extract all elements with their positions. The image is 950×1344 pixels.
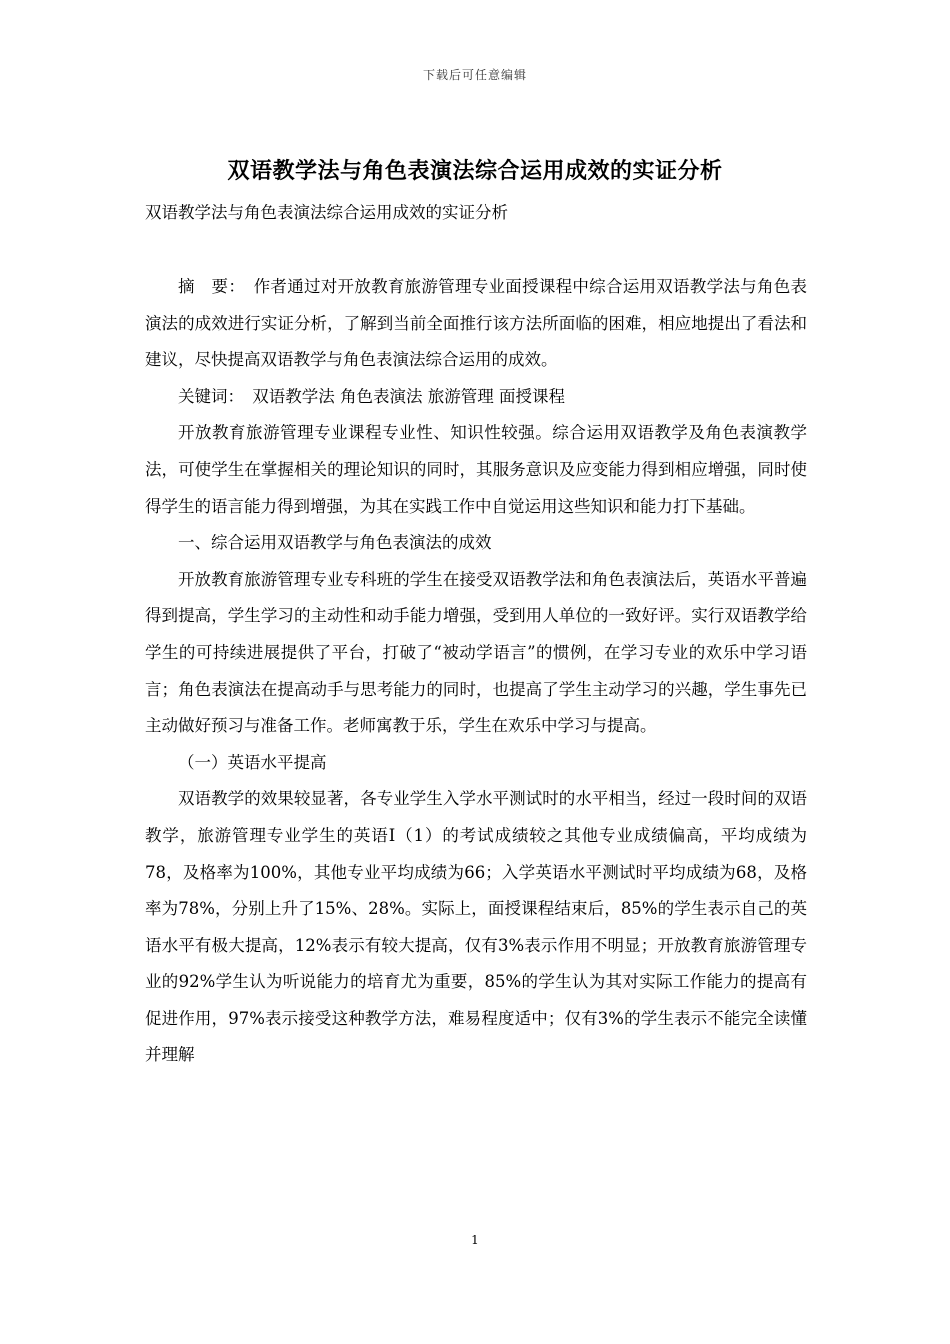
- document-body: [145, 269, 807, 1074]
- subsection-1-paragraph: 双语教学的效果较显著，各专业学生入学水平测试时的水平相当，经过一段时间的双语教学，旅游管理专业学生的英语Ⅰ（1）的考试成绩较之其他专业成绩偏高，平均成绩为78，及格率为100%，其他专业平均成绩为66；入学英语水平测试时平均成绩为68，及格率为78%，分别上升了15%、28%。实际上，面授课程结束后，85%的学生表示自己的英语水平有极大提高，12%表示有较大提高，仅有3%表示作用不明显；开放教育旅游管理专业的92%学生认为听说能力的培育尤为重要，85%的学生认为其对实际工作能力的提高有促进作用，97%表示接受这种教学方法，难易程度适中；仅有3%的学生表示不能完全读懂并理解: [145, 789, 807, 1065]
- section-1-paragraph: 开放教育旅游管理专业专科班的学生在接受双语教学法和角色表演法后，英语水平普遍得到提高，学生学习的主动性和动手能力增强，受到用人单位的一致好评。实行双语教学给学生的可持续进展提供了平台，打破了“被动学语言”的惯例，在学习专业的欢乐中学习语言；角色表演法在提高动手与思考能力的同时，也提高了学生主动学习的兴趣，学生事先已主动做好预习与准备工作。老师寓教于乐，学生在欢乐中学习与提高。: [145, 569, 807, 736]
- abstract-paragraph: 摘 要： 作者通过对开放教育旅游管理专业面授课程中综合运用双语教学法与角色表演法的成效进行实证分析，了解到当前全面推行该方法所面临的困难，相应地提出了看法和建议，尽快提高双语教学与角色表演法综合运用的成效。: [145, 277, 807, 370]
- section-heading-1: 一、综合运用双语教学与角色表演法的成效: [178, 533, 492, 553]
- page-header-note: 下载后可任意编辑: [422, 68, 527, 82]
- subsection-heading-1: （一）英语水平提高: [178, 752, 327, 772]
- document-subtitle: 双语教学法与角色表演法综合运用成效的实证分析: [145, 203, 508, 222]
- document-title: 双语教学法与角色表演法综合运用成效的实证分析: [227, 158, 723, 184]
- keywords-paragraph: 关键词： 双语教学法 角色表演法 旅游管理 面授课程: [178, 386, 565, 406]
- page-number: 1: [471, 1233, 479, 1247]
- intro-paragraph: 开放教育旅游管理专业课程专业性、知识性较强。综合运用双语教学及角色表演教学法，可使学生在掌握相关的理论知识的同时，其服务意识及应变能力得到相应增强，同时使得学生的语言能力得到增强，为其在实践工作中自觉运用这些知识和能力打下基础。: [145, 423, 807, 516]
